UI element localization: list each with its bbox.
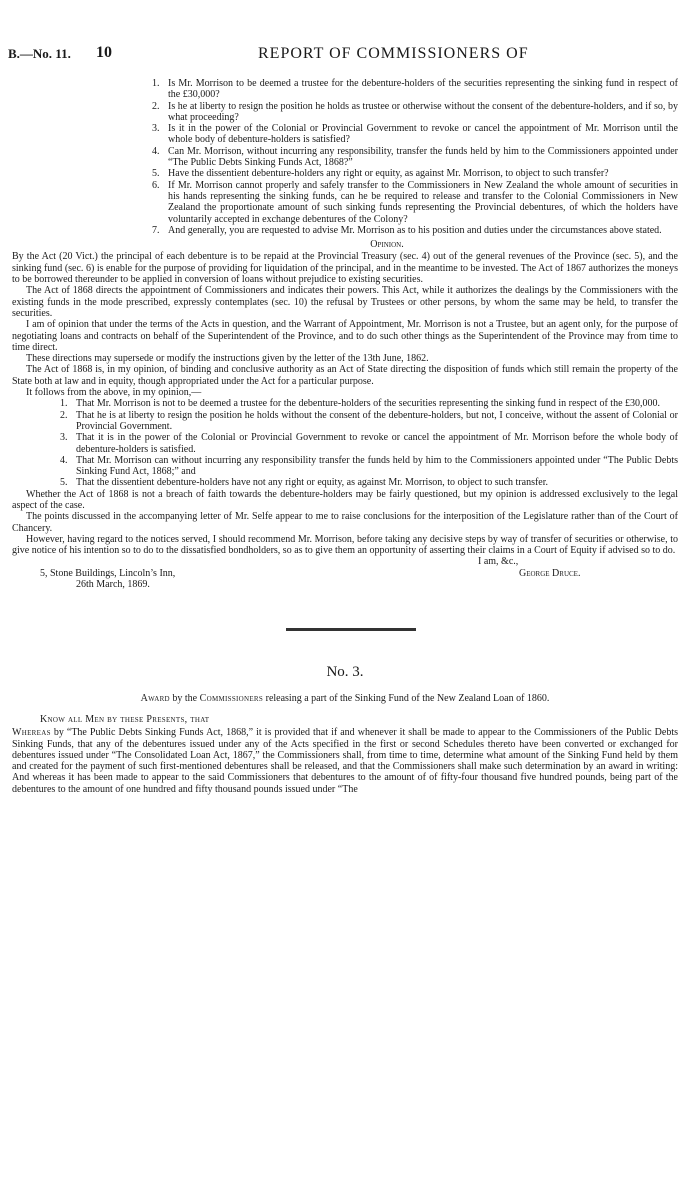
- item-number: 5.: [152, 168, 160, 180]
- award-heading: [12, 693, 678, 704]
- item-number: 3.: [60, 432, 68, 444]
- item-text: That the dissentient debenture-holders have not any right or equity, as against Mr. Morrison, to object to such transfer.: [76, 477, 549, 489]
- item-number: 6.: [152, 179, 160, 191]
- item-text: Can Mr. Morrison, without incurring any responsibility, transfer the funds held by him to the Commissioners appointed under “The Public Debts Sinking Funds Act, 1868?”: [168, 145, 678, 169]
- opinion-paragraph: The Act of 1868 directs the appointment of Commissioners and indicates their powers. This Act, while it authorizes the dealings by the Commissioners with the existing funds in the mode prescribed, expressly contemplates (sec. 10) the refusal by Trustees or other persons, by whom the same may be held, to transfer the securities.: [12, 285, 678, 319]
- closing-paragraph: However, having regard to the notices served, I should recommend Mr. Morrison, before taking any decisive steps by way of transfer of securities or otherwise, to give notice of his intention so to do to the dissatisfied bondholders, so as to give them an opportunity of asserting their claims in a Court of Equity if advised so to do.: [12, 533, 678, 557]
- item-number: 2.: [60, 409, 68, 421]
- item-number: 5.: [60, 477, 68, 489]
- award-heading-word: Award: [140, 692, 170, 704]
- questions-list: [152, 78, 678, 236]
- item-text: If Mr. Morrison cannot properly and safely transfer to the Commissioners in New Zealand the whole amount of securities in his hands representing the sinking funds, can he be required to release and transfer to the Colonial Commissioners in New Zealand the proportionate amount of such sinking funds representing the Provincial debentures, of which the holders have voluntarily accepted in exchange debentures of the Colony?: [168, 179, 678, 225]
- whereas-word: Whereas: [12, 727, 51, 739]
- list-item: [60, 410, 678, 433]
- list-item: [152, 168, 678, 179]
- award-heading-text: releasing a part of the Sinking Fund of the New Zealand Loan of 1860.: [263, 692, 550, 704]
- opinion-paragraph: These directions may supersede or modify the instructions given by the letter of the 13th June, 1862.: [26, 353, 429, 365]
- document-reference: B.—No. 11.: [8, 46, 71, 61]
- item-number: 1.: [152, 78, 160, 89]
- item-number: 7.: [152, 224, 160, 236]
- item-text: That Mr. Morrison is not to be deemed a trustee for the debenture-holders of the securities representing the sinking fund in respect of the £30,000.: [76, 398, 661, 410]
- list-item: [152, 123, 678, 146]
- address-row: [12, 568, 678, 579]
- item-text: Is Mr. Morrison to be deemed a trustee for the debenture-holders of the securities representing the sinking fund in respect of the £30,000?: [168, 78, 678, 101]
- opinion-heading: Opinion.: [370, 239, 404, 251]
- document-body: [12, 78, 678, 795]
- opinion-paragraph: I am of opinion that under the terms of the Acts in question, and the Warrant of Appointment, Mr. Morrison is not a Trustee, but an agent only, for the purpose of negotiating loans and contracts on behalf of the Superintendent of the Province, and to do such other things as the Superintendent of the Province may from time to time direct.: [12, 319, 678, 353]
- item-text: That he is at liberty to resign the position he holds without the consent of the debenture-holders, but not, I conceive, without the assent of Colonial or Provincial Government.: [76, 409, 678, 432]
- item-number: 1.: [60, 398, 68, 410]
- list-item: [152, 78, 678, 101]
- section-number: No. 3.: [326, 664, 364, 681]
- item-text: That Mr. Morrison can without incurring any responsibility transfer the funds held by him to the Commissioners appointed under “The Public Debts Sinking Fund Act, 1868;” and: [76, 454, 678, 478]
- opinion-paragraph: By the Act (20 Vict.) the principal of each debenture is to be repaid at the Provincial Treasury (sec. 4) out of the general revenues of the Province (sec. 5), and the sinking fund (sec. 6) is enable for the purpose of providing for liquidation of the principal, and in the meantime to be invested. The Act of 1867 authorizes the moneys to be borrowed thereunder to be applied in conversion of loans without prejudice to existing securities.: [12, 251, 678, 286]
- list-item: [152, 180, 678, 225]
- item-text: Is he at liberty to resign the position he holds as trustee or otherwise without the consent of the debenture-holders, and if so, by what proceeding?: [168, 100, 678, 123]
- whereas-text: by “The Public Debts Sinking Funds Act, 1868,” it is provided that if and whenever it shall be made to appear to the Commissioners of the Public Debts Sinking Funds, that any of the debentures issued under any of the Acts specified in the first or second Schedules thereto have been converted or exchanged for debentures issued under “The Consolidated Loan Act, 1867,” the Commissioners shall, from time to time, determine what amount of the Sinking Fund held by them and created for the payment of such first-mentioned debentures shall be released, and that the Commissioners shall make such determination by an award in writing: And whereas it has been made to appear to the said Commissioners that debentures to the amount of of fifty-four thousand five hundred pounds, being part of the debentures to the amount of one hundred and fifty thousand pounds issued under “The: [12, 727, 678, 795]
- section-divider: [286, 628, 416, 631]
- page-header: [0, 46, 700, 66]
- item-number: 2.: [152, 100, 160, 112]
- signoff: I am, &c.,: [478, 556, 519, 568]
- whereas-paragraph: [12, 727, 678, 795]
- signature-row: [12, 556, 678, 567]
- item-text: Is it in the power of the Colonial or Provincial Government to revoke or cancel the appointment of Mr. Morrison until the whole body of debenture-holders is satisfied?: [168, 123, 678, 146]
- item-number: 3.: [152, 123, 160, 135]
- item-text: That it is in the power of the Colonial or Provincial Government to revoke or cancel the appointment of Mr. Morrison before the whole body of debenture-holders is satisfied.: [76, 432, 678, 455]
- signer-name: George Druce.: [519, 567, 581, 579]
- conclusions-list: [60, 398, 678, 488]
- know-all-line: Know all Men by these Presents, that: [40, 713, 210, 725]
- award-heading-word: Commissioners: [199, 692, 264, 704]
- list-item: [60, 432, 678, 455]
- opinion-paragraph: It follows from the above, in my opinion,—: [26, 387, 202, 399]
- page-number: 10: [96, 44, 112, 61]
- item-number: 4.: [152, 145, 160, 157]
- list-item: [60, 398, 678, 409]
- closing-paragraph: The points discussed in the accompanying letter of Mr. Selfe appear to me to raise conclusions for the interposition of the Legislature rather than of the Court of Chancery.: [12, 511, 678, 534]
- award-heading-text: by the: [169, 692, 200, 704]
- list-item: [60, 477, 678, 488]
- list-item: [60, 455, 678, 478]
- list-item: [152, 101, 678, 124]
- list-item: [152, 225, 678, 236]
- date-line: 26th March, 1869.: [76, 579, 150, 591]
- item-text: And generally, you are requested to advise Mr. Morrison as to his position and duties under the circumstances above stated.: [168, 224, 662, 236]
- opinion-paragraph: The Act of 1868 is, in my opinion, of binding and conclusive authority as an Act of State directing the disposition of funds which still remain the property of the State both at law and in equity, though appropriated under the Act for a particular purpose.: [12, 364, 678, 387]
- running-title: REPORT OF COMMISSIONERS OF: [258, 45, 529, 62]
- address: 5, Stone Buildings, Lincoln’s Inn,: [40, 567, 176, 579]
- list-item: [152, 146, 678, 169]
- closing-paragraph: Whether the Act of 1868 is not a breach of faith towards the debenture-holders may be fairly questioned, but my opinion is addressed exclusively to the legal aspect of the case.: [12, 488, 678, 511]
- item-number: 4.: [60, 454, 68, 466]
- item-text: Have the dissentient debenture-holders any right or equity, as against Mr. Morrison, to object to such transfer?: [168, 168, 609, 180]
